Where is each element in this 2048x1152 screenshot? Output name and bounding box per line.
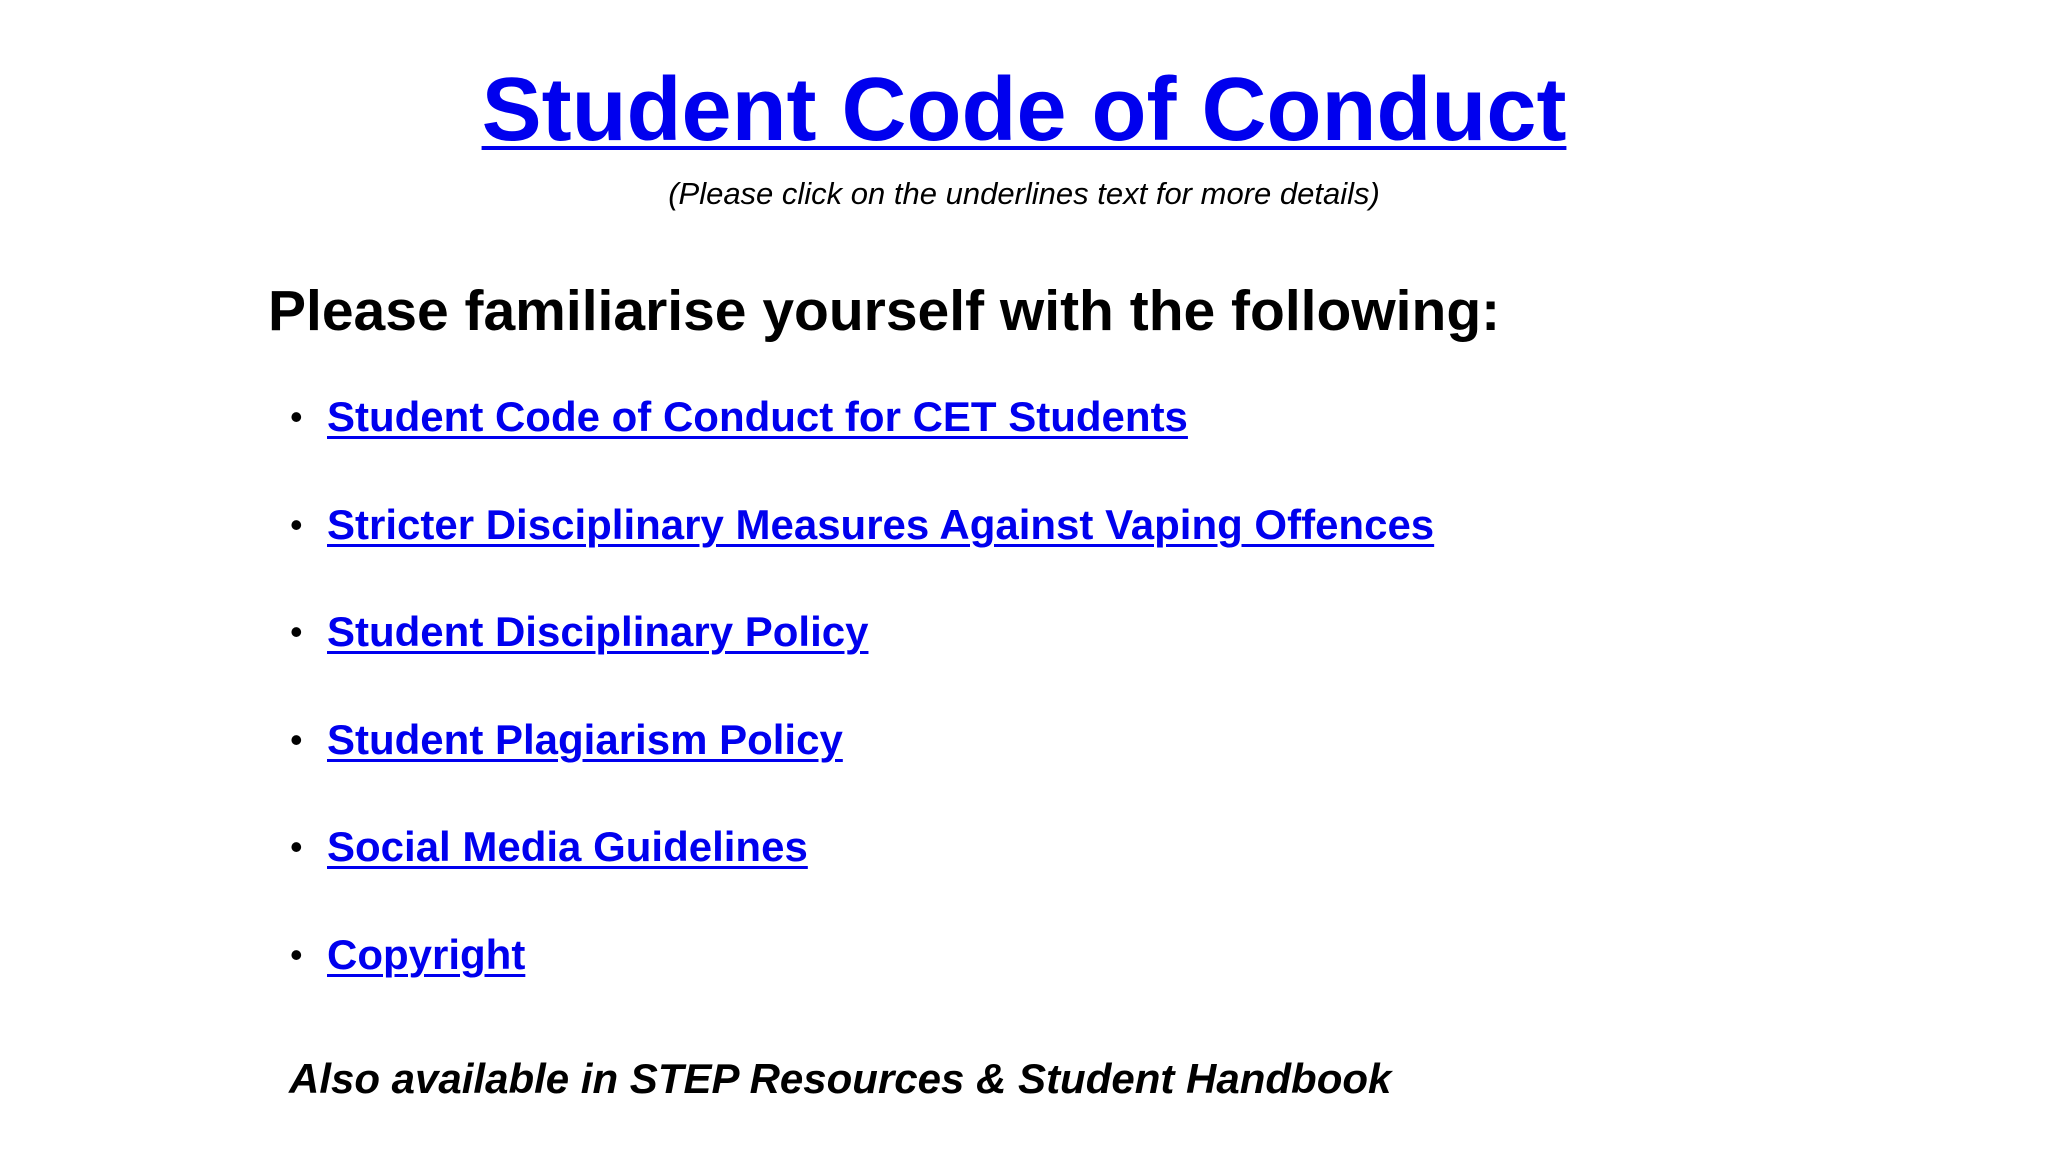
policy-link-list bbox=[290, 390, 1434, 1035]
availability-note: Also available in STEP Resources & Student Handbook bbox=[289, 1055, 1392, 1102]
link-social-media-guidelines[interactable]: Social Media Guidelines bbox=[327, 823, 808, 870]
list-item bbox=[290, 713, 1434, 821]
link-vaping-measures[interactable]: Stricter Disciplinary Measures Against Vaping Offences bbox=[327, 500, 1435, 548]
bullet-icon: • bbox=[290, 826, 303, 867]
page-title bbox=[0, 60, 2048, 160]
list-item bbox=[290, 498, 1434, 606]
bullet-icon: • bbox=[290, 611, 303, 652]
link-plagiarism-policy[interactable]: Student Plagiarism Policy bbox=[327, 715, 843, 763]
subtitle-hint: (Please click on the underlines text for more details) bbox=[668, 176, 1380, 211]
title-link[interactable]: Student Code of Conduct bbox=[481, 60, 1567, 160]
bullet-icon: • bbox=[290, 933, 303, 975]
link-code-of-conduct-cet[interactable]: Student Code of Conduct for CET Students bbox=[327, 393, 1188, 440]
list-item bbox=[290, 928, 1434, 1036]
list-item bbox=[290, 605, 1434, 713]
bullet-icon: • bbox=[290, 503, 303, 545]
bullet-icon: • bbox=[290, 396, 303, 437]
link-disciplinary-policy[interactable]: Student Disciplinary Policy bbox=[327, 608, 869, 655]
link-copyright[interactable]: Copyright bbox=[327, 930, 526, 978]
list-item bbox=[290, 820, 1434, 928]
section-heading: Please familiarise yourself with the following: bbox=[268, 279, 1501, 343]
bullet-icon: • bbox=[290, 718, 303, 760]
list-item bbox=[290, 390, 1434, 498]
